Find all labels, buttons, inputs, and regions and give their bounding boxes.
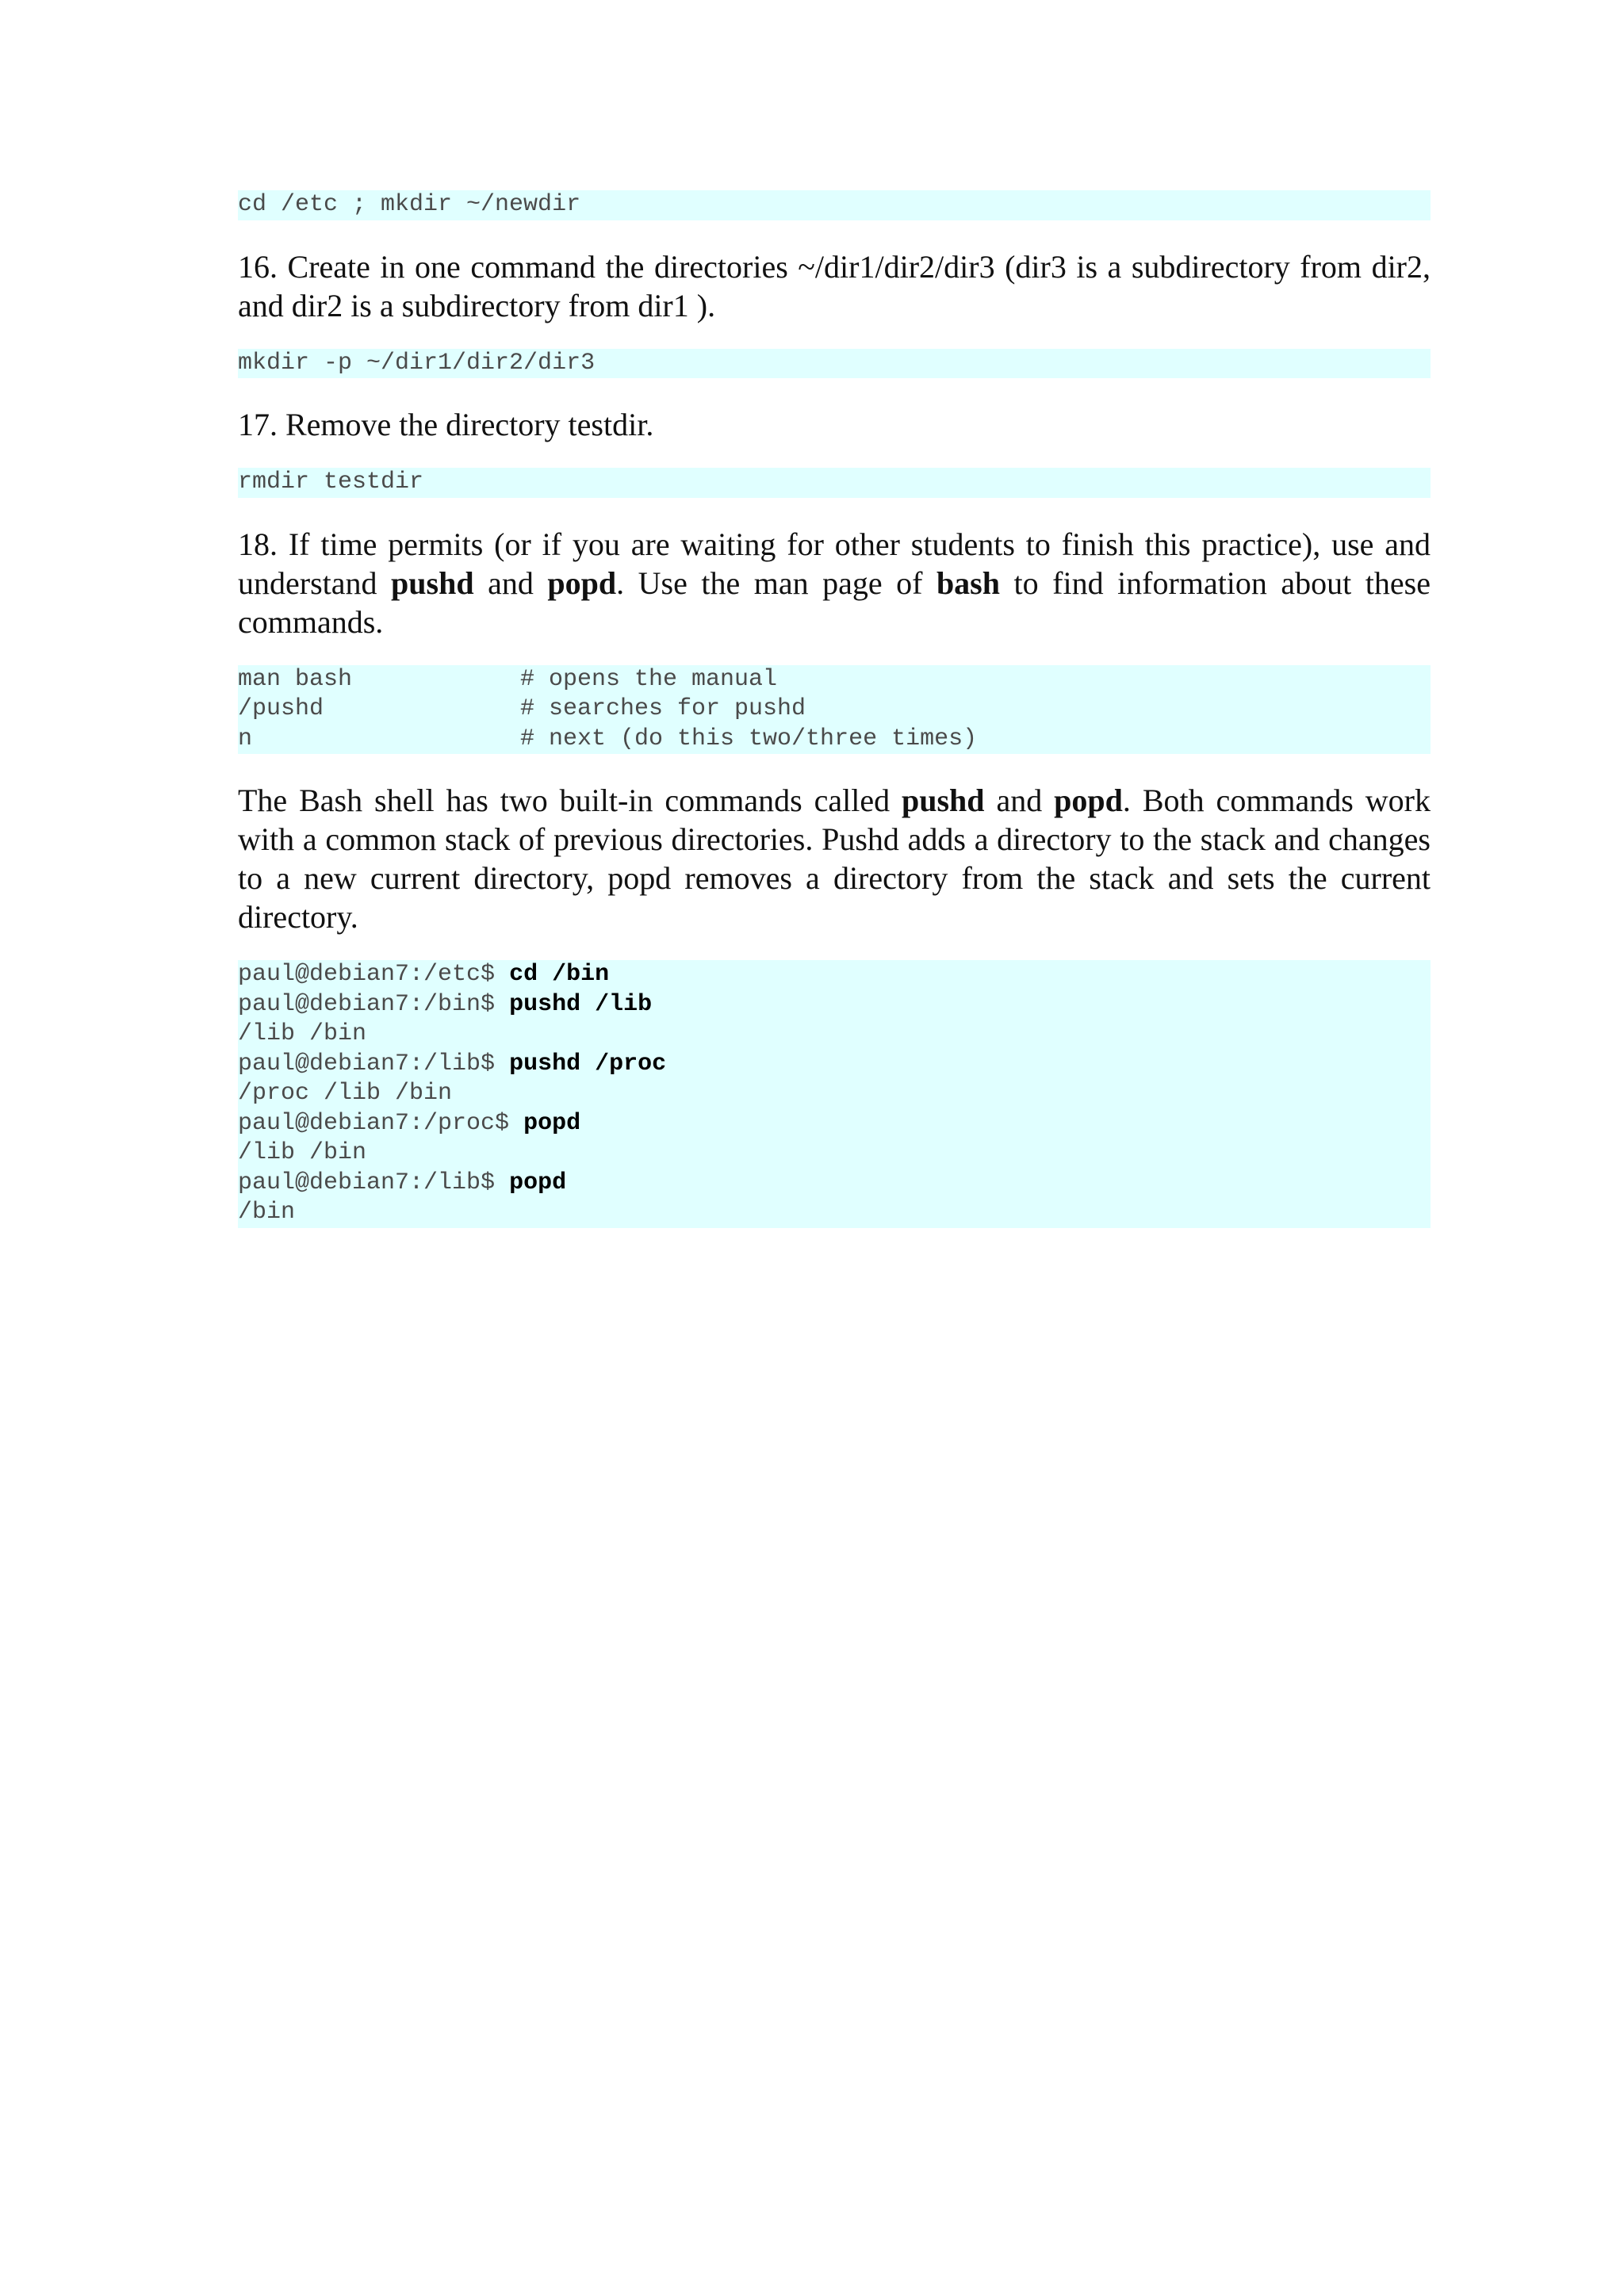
explain-text-1: The Bash shell has two built-in commands called <box>238 783 902 818</box>
explain-text-3: . Both commands work with a common stack of previous directories. Pushd adds a directory to the stack and changes to a new current directory, popd removes a directory from the stack and sets the current directory. <box>238 783 1431 935</box>
q18-text-1: 18. If time permits (or if you are waiting for other students to finish this practice), use and understand <box>238 526 1431 601</box>
shell-command: pushd /proc <box>509 1050 667 1077</box>
code-line: rmdir testdir <box>238 469 424 496</box>
code-command: n <box>238 725 253 752</box>
terminal-line <box>238 1109 1431 1139</box>
q18-bold-pushd: pushd <box>391 564 474 601</box>
code-comment: # next (do this two/three times) <box>520 725 978 752</box>
question-17: 17. Remove the directory testdir. <box>238 407 654 442</box>
code-block-pushd-popd-session <box>238 960 1431 1228</box>
code-line: cd /etc ; mkdir ~/newdir <box>238 191 581 218</box>
explain-bold-popd: popd <box>1054 783 1123 818</box>
code-comment: # searches for pushd <box>520 695 806 722</box>
code-row <box>238 695 1431 725</box>
code-command: man bash <box>238 665 353 693</box>
q18-text-4: to find information about these commands. <box>238 564 1431 640</box>
document-page <box>238 190 1431 1228</box>
shell-command: cd /bin <box>509 961 610 988</box>
terminal-line <box>238 1198 1431 1228</box>
q18-bold-popd: popd <box>547 564 617 601</box>
code-block-cd-mkdir <box>238 190 1431 220</box>
code-block-rmdir <box>238 468 1431 498</box>
explain-bold-pushd: pushd <box>902 783 985 818</box>
terminal-line <box>238 1020 1431 1050</box>
terminal-line <box>238 990 1431 1020</box>
code-line: mkdir -p ~/dir1/dir2/dir3 <box>238 349 596 377</box>
shell-prompt: paul@debian7:/proc$ <box>238 1109 524 1137</box>
terminal-line <box>238 1138 1431 1169</box>
terminal-line <box>238 1169 1431 1199</box>
terminal-line <box>238 960 1431 990</box>
shell-command: pushd /lib <box>509 990 653 1018</box>
question-18 <box>238 525 1431 641</box>
explanation-paragraph <box>238 781 1431 936</box>
shell-output: /proc /lib /bin <box>238 1080 453 1107</box>
code-row <box>238 665 1431 695</box>
explain-text-2: and <box>984 783 1055 818</box>
q18-text-3: . Use the man page of <box>616 564 936 601</box>
q18-text-2: and <box>473 564 548 601</box>
shell-prompt: paul@debian7:/bin$ <box>238 990 510 1018</box>
code-command: /pushd <box>238 695 324 722</box>
shell-prompt: paul@debian7:/lib$ <box>238 1169 510 1196</box>
shell-command: popd <box>509 1169 567 1196</box>
code-comment: # opens the manual <box>520 665 778 693</box>
shell-output: /lib /bin <box>238 1020 367 1047</box>
code-row <box>238 725 1431 755</box>
terminal-line <box>238 1079 1431 1109</box>
shell-output: /lib /bin <box>238 1139 367 1166</box>
shell-prompt: paul@debian7:/lib$ <box>238 1050 510 1077</box>
code-block-mkdir-p <box>238 349 1431 379</box>
code-block-man-bash <box>238 665 1431 755</box>
terminal-line <box>238 1050 1431 1080</box>
question-16: 16. Create in one command the directories ~/dir1/dir2/dir3 (dir3 is a subdirectory from dir2, and dir2 is a subdirectory from dir1 ). <box>238 248 1431 323</box>
shell-output: /bin <box>238 1199 296 1226</box>
q18-bold-bash: bash <box>936 564 1000 601</box>
shell-command: popd <box>523 1109 581 1137</box>
shell-prompt: paul@debian7:/etc$ <box>238 961 510 988</box>
